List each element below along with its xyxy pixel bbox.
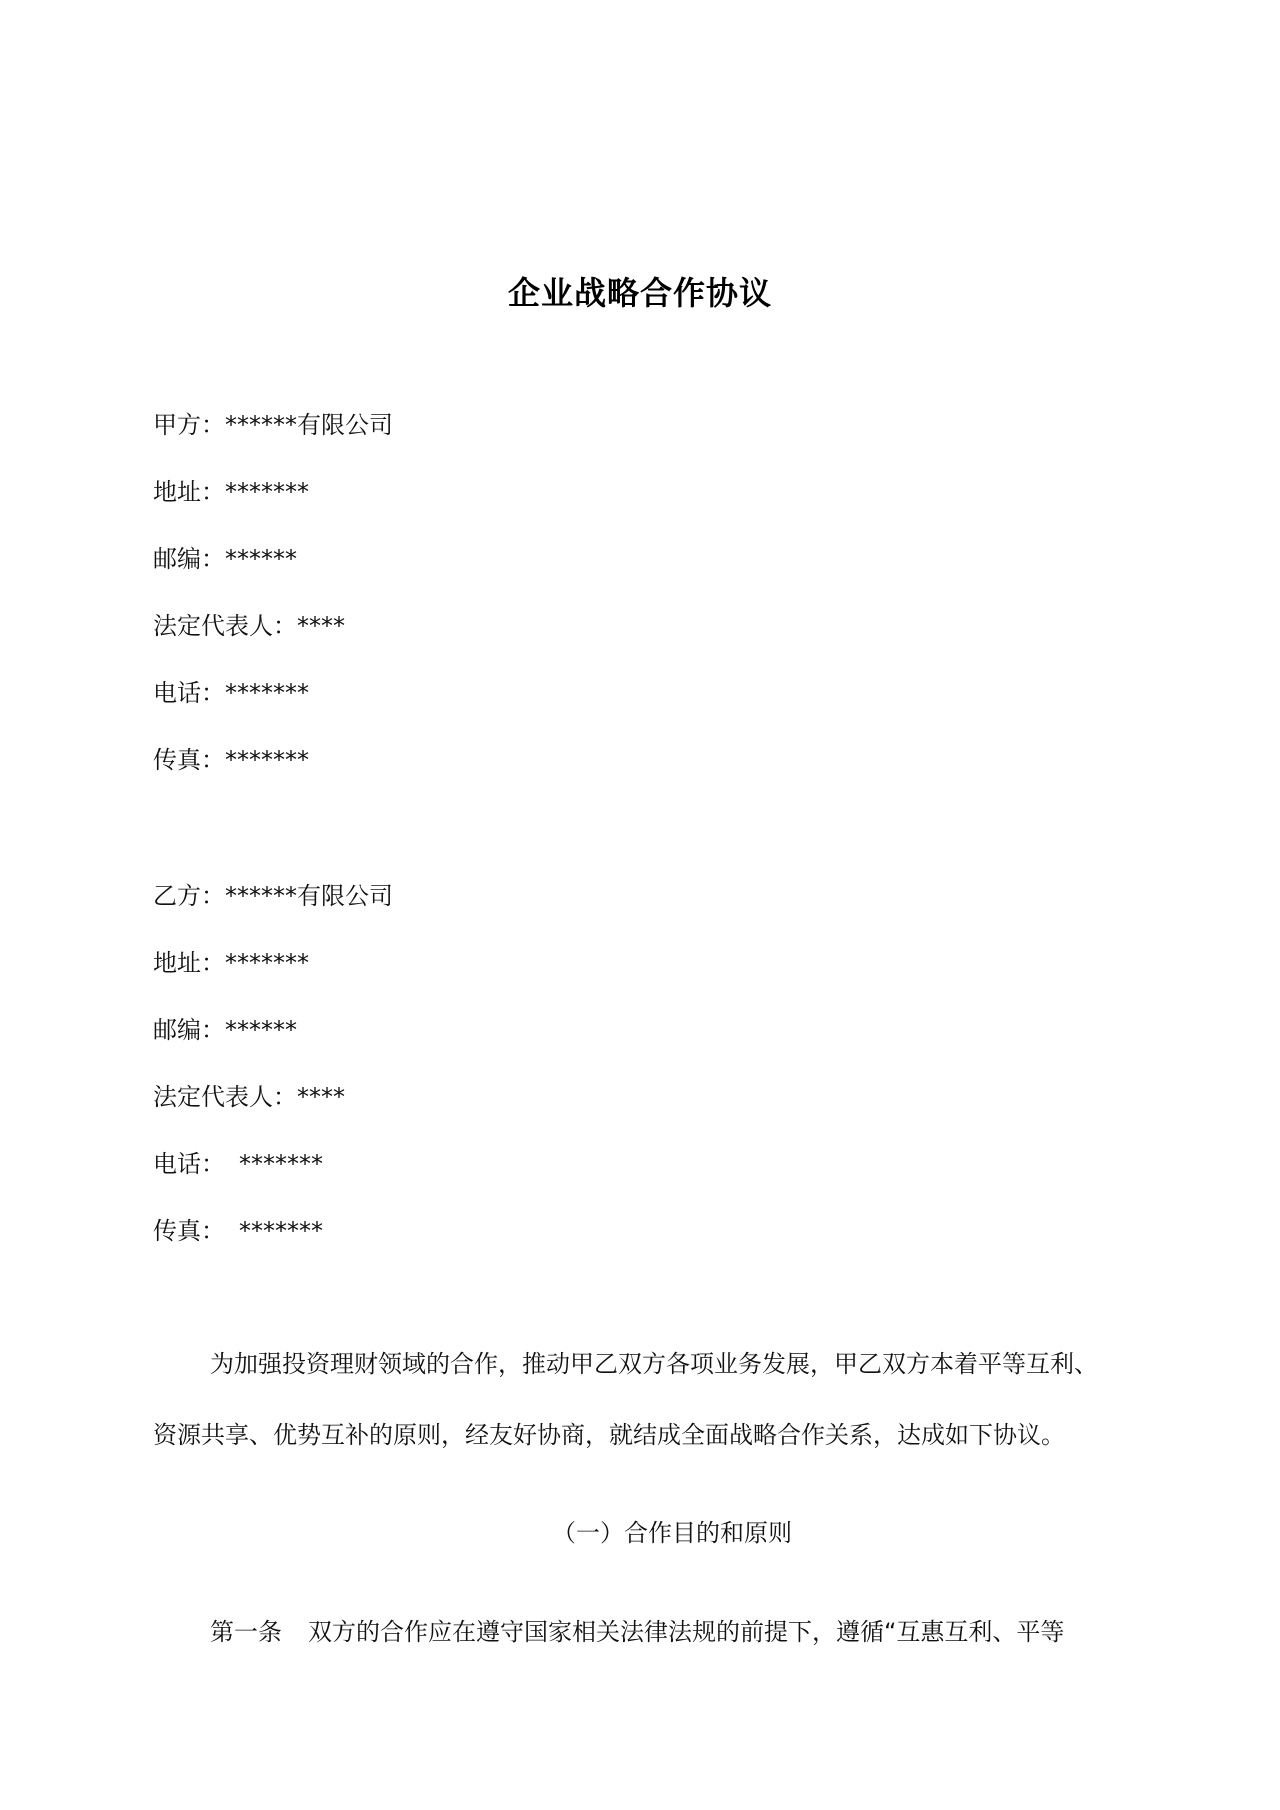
party-b-fax [153, 1211, 1153, 1278]
party-a-legal-rep-label: 法定代表人： [153, 612, 297, 640]
section-1-heading: （一）合作目的和原则 [552, 1519, 792, 1547]
party-a-address-value: ******* [225, 478, 309, 506]
party-a-phone-value: ******* [225, 679, 309, 707]
party-b-legal-rep-value: **** [297, 1083, 345, 1111]
party-a-fax-value: ******* [225, 746, 309, 774]
party-a-postcode-value: ****** [225, 545, 297, 573]
party-b-name-label: 乙方： [153, 882, 225, 910]
party-b-fax-value: ******* [239, 1217, 323, 1245]
intro-line-2: 资源共享、优势互补的原则，经友好协商，就结成全面战略合作关系，达成如下协议。 [153, 1421, 1065, 1449]
party-a-name [153, 405, 1153, 472]
intro-paragraph [153, 1344, 1137, 1486]
party-b-phone-label: 电话： [153, 1150, 225, 1178]
party-a-postcode-label: 邮编： [153, 545, 225, 573]
party-a-postcode [153, 539, 1153, 606]
party-a-block [153, 405, 1153, 807]
party-a-name-label: 甲方： [153, 411, 225, 439]
party-b-name [153, 876, 1153, 943]
party-a-fax-label: 传真： [153, 746, 225, 774]
party-b-postcode [153, 1010, 1153, 1077]
document-title: 企业战略合作协议 [507, 274, 772, 312]
party-a-phone [153, 673, 1153, 740]
party-b-fax-label: 传真： [153, 1217, 225, 1245]
party-b-block [153, 876, 1153, 1278]
party-b-legal-rep [153, 1077, 1153, 1144]
party-b-address-value: ******* [225, 949, 309, 977]
party-b-postcode-label: 邮编： [153, 1016, 225, 1044]
party-b-address-label: 地址： [153, 949, 225, 977]
article-1 [210, 1612, 1064, 1652]
party-b-phone [153, 1144, 1153, 1211]
party-a-address [153, 472, 1153, 539]
party-b-phone-value: ******* [239, 1150, 323, 1178]
party-a-fax [153, 740, 1153, 807]
party-b-address [153, 943, 1153, 1010]
party-a-address-label: 地址： [153, 478, 225, 506]
party-a-phone-label: 电话： [153, 679, 225, 707]
party-b-name-value: ******有限公司 [225, 882, 393, 910]
intro-line-1: 为加强投资理财领域的合作，推动甲乙双方各项业务发展，甲乙双方本着平等互利、 [210, 1350, 1098, 1378]
party-a-legal-rep [153, 606, 1153, 673]
article-1-number: 第一条 [210, 1618, 282, 1646]
party-b-legal-rep-label: 法定代表人： [153, 1083, 297, 1111]
party-a-legal-rep-value: **** [297, 612, 345, 640]
party-b-postcode-value: ****** [225, 1016, 297, 1044]
article-1-text: 双方的合作应在遵守国家相关法律法规的前提下，遵循“互惠互利、平等 [308, 1618, 1065, 1646]
party-a-name-value: ******有限公司 [225, 411, 393, 439]
